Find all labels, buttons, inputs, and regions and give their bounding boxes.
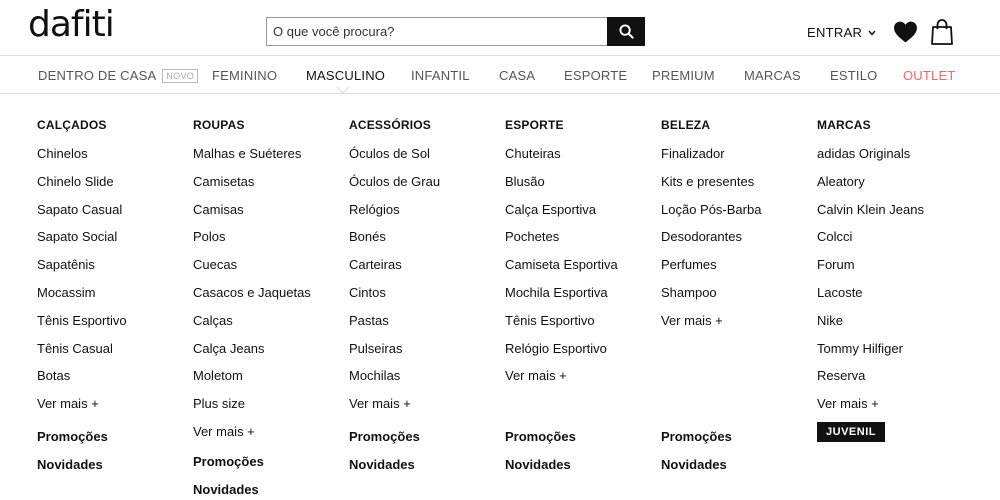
column-title[interactable]: MARCAS	[817, 118, 871, 132]
list-item[interactable]: Óculos de Grau	[349, 173, 441, 189]
list-item[interactable]: Relógios	[349, 201, 400, 217]
list-item[interactable]: Sapato Social	[37, 229, 118, 245]
nav-item-esporte[interactable]: ESPORTE	[564, 68, 628, 83]
list-item[interactable]: Perfumes	[661, 257, 717, 273]
list-item[interactable]: Tommy Hilfiger	[817, 340, 903, 356]
novidades-link[interactable]: Novidades	[505, 457, 571, 472]
menu-column-calcados	[37, 118, 187, 424]
logo[interactable]: dafiti	[28, 4, 114, 45]
list-item[interactable]: Calças	[193, 312, 233, 328]
list-item[interactable]: Plus size	[193, 396, 246, 412]
search-input[interactable]	[266, 17, 607, 46]
list-item[interactable]: Botas	[37, 368, 71, 384]
column-title[interactable]: ACESSÓRIOS	[349, 118, 432, 132]
list-item[interactable]: Chinelos	[37, 146, 88, 161]
list-item[interactable]: Sapato Casual	[37, 201, 123, 217]
list-item[interactable]: Mochila Esportiva	[505, 284, 608, 300]
search-button[interactable]	[607, 17, 645, 46]
list-item[interactable]: Finalizador	[661, 146, 725, 161]
list-item[interactable]: adidas Originals	[817, 146, 911, 161]
chevron-down-icon	[868, 30, 876, 36]
list-item[interactable]: Camiseta Esportiva	[505, 257, 618, 273]
login-label: ENTRAR	[807, 25, 863, 40]
column-list	[505, 146, 655, 396]
list-item[interactable]: Camisetas	[193, 173, 255, 189]
column-title[interactable]: BELEZA	[661, 118, 711, 132]
promocoes-link[interactable]: Promoções	[505, 429, 576, 444]
list-item[interactable]: Casacos e Jaquetas	[193, 284, 311, 300]
list-item[interactable]: Tênis Casual	[37, 340, 113, 356]
list-item[interactable]: Bonés	[349, 229, 386, 245]
column-list	[349, 146, 499, 424]
promocoes-link[interactable]: Promoções	[661, 429, 732, 444]
novidades-link[interactable]: Novidades	[193, 482, 259, 497]
nav-item-masculino[interactable]: MASCULINO	[306, 68, 386, 83]
list-item[interactable]: Chuteiras	[505, 146, 561, 161]
see-more-link[interactable]: Ver mais +	[661, 312, 723, 328]
list-item[interactable]: Tênis Esportivo	[37, 312, 127, 328]
list-item[interactable]: Sapatênis	[37, 257, 95, 273]
list-item[interactable]: Colcci	[817, 229, 853, 245]
column-list	[193, 146, 343, 452]
column-title[interactable]: CALÇADOS	[37, 118, 107, 132]
nav-item-feminino[interactable]: FEMININO	[212, 68, 278, 83]
heart-icon[interactable]	[893, 20, 918, 44]
novidades-link[interactable]: Novidades	[349, 457, 415, 472]
see-more-link[interactable]: Ver mais +	[349, 396, 411, 412]
main-navigation	[0, 56, 1000, 94]
list-item[interactable]: Chinelo Slide	[37, 173, 114, 189]
column-list	[661, 146, 811, 341]
list-item[interactable]: Aleatory	[817, 173, 865, 189]
column-list	[37, 146, 187, 424]
column-title[interactable]: ESPORTE	[505, 118, 564, 132]
nav-item-marcas[interactable]: MARCAS	[744, 68, 801, 83]
see-more-link[interactable]: Ver mais +	[193, 423, 255, 439]
list-item[interactable]: Mochilas	[349, 368, 401, 384]
promocoes-link[interactable]: Promoções	[193, 454, 264, 469]
list-item[interactable]: Calça Esportiva	[505, 201, 597, 217]
see-more-link[interactable]: Ver mais +	[37, 396, 99, 412]
nav-item-infantil[interactable]: INFANTIL	[411, 68, 470, 83]
column-title[interactable]: ROUPAS	[193, 118, 245, 132]
list-item[interactable]: Reserva	[817, 368, 866, 384]
list-item[interactable]: Tênis Esportivo	[505, 312, 595, 328]
column-list	[817, 146, 967, 424]
menu-column-esporte	[505, 118, 655, 396]
list-item[interactable]: Camisas	[193, 201, 244, 217]
menu-column-acessorios	[349, 118, 499, 424]
list-item[interactable]: Kits e presentes	[661, 173, 755, 189]
list-item[interactable]: Calça Jeans	[193, 340, 265, 356]
list-item[interactable]: Shampoo	[661, 284, 717, 300]
nav-item-estilo[interactable]: ESTILO	[830, 68, 878, 83]
list-item[interactable]: Cintos	[349, 284, 386, 300]
list-item[interactable]: Pastas	[349, 312, 389, 328]
promocoes-link[interactable]: Promoções	[349, 429, 420, 444]
menu-column-roupas	[193, 118, 343, 452]
new-badge: NOVO	[162, 69, 198, 83]
list-item[interactable]: Pochetes	[505, 229, 560, 245]
list-item[interactable]: Cuecas	[193, 257, 238, 273]
see-more-link[interactable]: Ver mais +	[505, 368, 567, 384]
novidades-link[interactable]: Novidades	[37, 457, 103, 472]
nav-item-casa[interactable]: CASA	[499, 68, 536, 83]
nav-item-dentro-de-casa[interactable]	[38, 68, 198, 83]
list-item[interactable]: Calvin Klein Jeans	[817, 201, 924, 217]
shopping-bag-icon[interactable]	[931, 19, 953, 45]
menu-column-beleza	[661, 118, 811, 341]
list-item[interactable]: Nike	[817, 312, 844, 328]
list-item[interactable]: Pulseiras	[349, 340, 403, 356]
list-item[interactable]: Loção Pós-Barba	[661, 201, 762, 217]
nav-item-outlet[interactable]: OUTLET	[903, 68, 956, 83]
novidades-link[interactable]: Novidades	[661, 457, 727, 472]
list-item[interactable]: Malhas e Suéteres	[193, 146, 302, 161]
list-item[interactable]: Blusão	[505, 173, 545, 189]
list-item[interactable]: Carteiras	[349, 257, 402, 273]
search-bar	[266, 17, 645, 46]
list-item[interactable]: Lacoste	[817, 284, 863, 300]
search-icon	[619, 24, 634, 39]
list-item[interactable]: Mocassim	[37, 284, 96, 300]
list-item[interactable]: Relógio Esportivo	[505, 340, 607, 356]
menu-column-marcas	[817, 118, 967, 424]
list-item[interactable]: Polos	[193, 229, 226, 245]
nav-item-label: DENTRO DE CASA	[38, 68, 157, 83]
list-item[interactable]: Desodorantes	[661, 229, 742, 245]
list-item[interactable]: Moletom	[193, 368, 243, 384]
login-button[interactable]	[807, 25, 876, 40]
list-item[interactable]: Óculos de Sol	[349, 146, 430, 161]
list-item[interactable]: Forum	[817, 257, 855, 273]
juvenil-button[interactable]: JUVENIL	[817, 422, 885, 442]
see-more-link[interactable]: Ver mais +	[817, 396, 879, 412]
active-menu-caret	[336, 86, 350, 94]
site-header	[0, 0, 1000, 56]
nav-item-premium[interactable]: PREMIUM	[652, 68, 715, 83]
promocoes-link[interactable]: Promoções	[37, 429, 108, 444]
